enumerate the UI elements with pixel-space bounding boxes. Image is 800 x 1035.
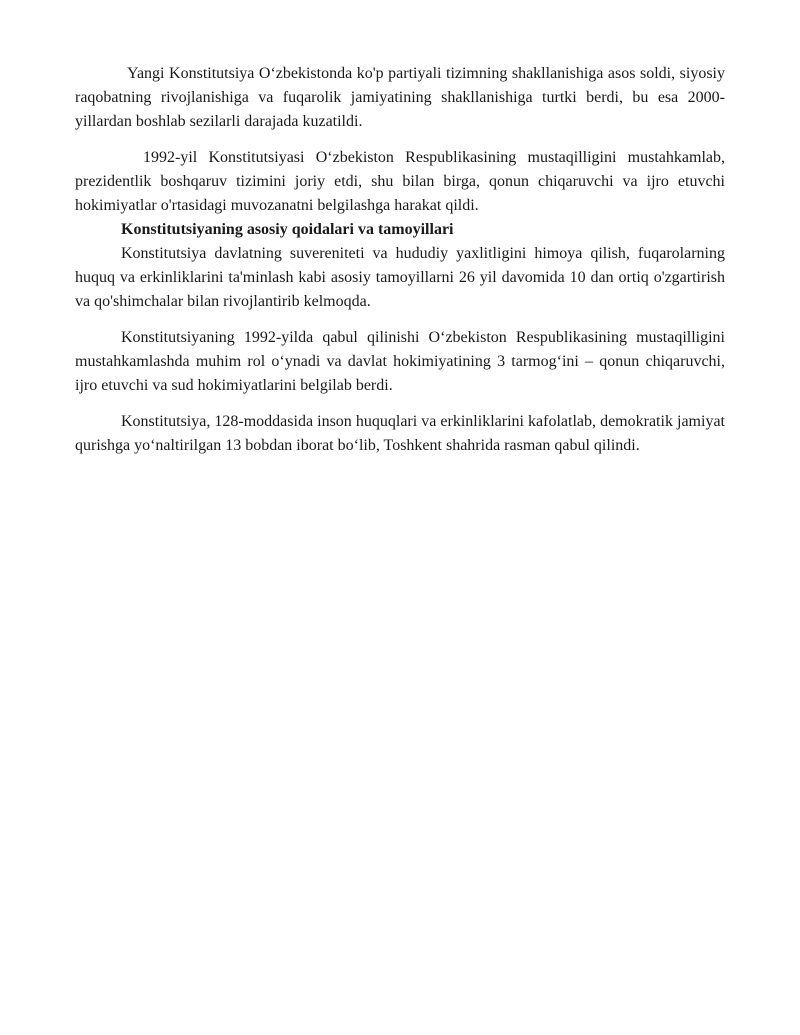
paragraph-principles: Konstitutsiya davlatning suvereniteti va hududiy yaxlitligini himoya qilish, fuqarolarning huquq va erkinliklarini ta'minlash kabi asosiy tamoyillarni 26 yil davomida 10 dan ortiq o'zgartirish va qo'shimchalar bilan rivojlantirib kelmoqda. — [75, 245, 725, 310]
paragraph-adoption-1992: Konstitutsiyaning 1992-yilda qabul qilinishi O‘zbekiston Respublikasining mustaqilligini mustahkamlashda muhim rol o‘ynadi va davlat hokimiyatining 3 tarmog‘ini – qonun chiqaruvchi, ijro etuvchi va sud hokimiyatlarini belgilab berdi. — [75, 329, 725, 394]
document-page — [75, 62, 725, 458]
paragraph-1992-constitution: 1992-yil Konstitutsiyasi O‘zbekiston Respublikasining mustaqilligini mustahkamlab, prezidentlik boshqaruv tizimini joriy etdi, shu bilan birga, qonun chiqaruvchi va ijro etuvchi hokimiyatlar o'rtasidagi muvozanatni belgilashga harakat qildi. — [75, 149, 725, 214]
section-heading: Konstitutsiyaning asosiy qoidalari va tamoyillari — [121, 221, 454, 238]
paragraph-multiparty-system: Yangi Konstitutsiya O‘zbekistonda ko'p partiyali tizimning shakllanishiga asos soldi, siyosiy raqobatning rivojlanishiga va fuqarolik jamiyatining shakllanishiga turtki berdi, bu esa 2000-yillardan boshlab sezilarli darajada kuzatildi. — [75, 65, 725, 130]
paragraph-article-128: Konstitutsiya, 128-moddasida inson huquqlari va erkinliklarini kafolatlab, demokratik jamiyat qurishga yo‘naltirilgan 13 bobdan iborat bo‘lib, Toshkent shahrida rasman qabul qilindi. — [75, 413, 725, 454]
